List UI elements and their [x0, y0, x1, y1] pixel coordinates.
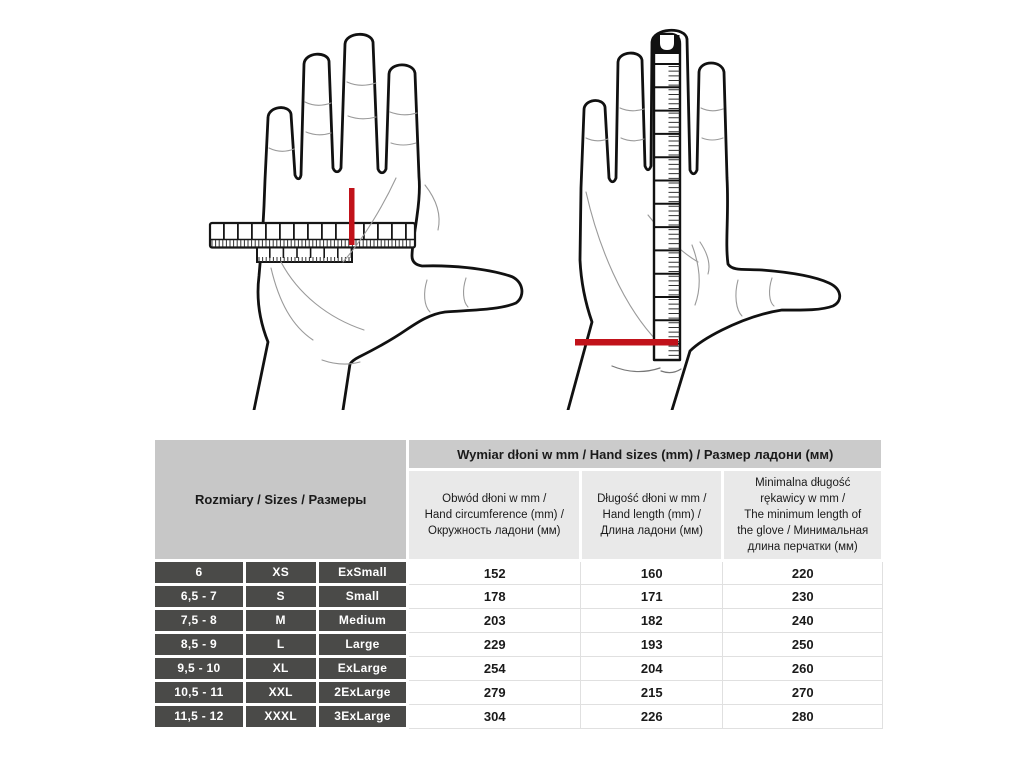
- size-number-cell: 6,5 - 7: [154, 585, 245, 609]
- hand-circumference-cell: 254: [408, 657, 581, 681]
- size-code-cell: L: [244, 633, 317, 657]
- hand-length-cell: 182: [581, 609, 723, 633]
- min-glove-length-cell: 280: [723, 705, 883, 729]
- header-row-1: [154, 439, 883, 470]
- size-code-cell: XS: [244, 561, 317, 585]
- size-row: [154, 681, 883, 705]
- size-code-cell: XXL: [244, 681, 317, 705]
- min-glove-length-cell: 260: [723, 657, 883, 681]
- hand-length-cell: 171: [581, 585, 723, 609]
- size-row: [154, 561, 883, 585]
- min-glove-length-cell: 250: [723, 633, 883, 657]
- hand-length-illustration: [540, 10, 880, 410]
- min-glove-length-column-header: Minimalna długość rękawicy w mm / The minimum length of the glove / Минимальная длина перчатки (мм): [723, 470, 883, 561]
- circumference-column-header: Obwód dłoni w mm / Hand circumference (mm) / Окружность ладони (мм): [408, 470, 581, 561]
- hand-circumference-cell: 152: [408, 561, 581, 585]
- size-code-cell: XXXL: [244, 705, 317, 729]
- hand-length-cell: 160: [581, 561, 723, 585]
- size-name-cell: ExSmall: [317, 561, 408, 585]
- hand-circumference-cell: 203: [408, 609, 581, 633]
- size-rows: [154, 561, 883, 729]
- size-row: [154, 705, 883, 729]
- hand-circumference-cell: 304: [408, 705, 581, 729]
- size-table: [152, 437, 884, 730]
- size-number-cell: 7,5 - 8: [154, 609, 245, 633]
- size-number-cell: 8,5 - 9: [154, 633, 245, 657]
- size-row: [154, 609, 883, 633]
- min-glove-length-cell: 220: [723, 561, 883, 585]
- hand-circumference-cell: 178: [408, 585, 581, 609]
- hand-length-cell: 193: [581, 633, 723, 657]
- hand-circumference-cell: 279: [408, 681, 581, 705]
- size-number-cell: 9,5 - 10: [154, 657, 245, 681]
- size-code-cell: M: [244, 609, 317, 633]
- min-glove-length-cell: 240: [723, 609, 883, 633]
- size-name-cell: 2ExLarge: [317, 681, 408, 705]
- ruler: [654, 34, 680, 360]
- size-code-cell: XL: [244, 657, 317, 681]
- hand-outline: [568, 30, 840, 410]
- size-name-cell: ExLarge: [317, 657, 408, 681]
- circumference-mark-line: [349, 188, 355, 245]
- hand-length-column-header: Długość dłoni w mm / Hand length (mm) / Длина ладони (мм): [581, 470, 723, 561]
- size-row: [154, 657, 883, 681]
- size-number-cell: 6: [154, 561, 245, 585]
- size-row: [154, 633, 883, 657]
- sizes-corner-header: Rozmiary / Sizes / Размеры: [154, 439, 408, 561]
- size-number-cell: 10,5 - 11: [154, 681, 245, 705]
- size-number-cell: 11,5 - 12: [154, 705, 245, 729]
- size-row: [154, 585, 883, 609]
- min-glove-length-cell: 230: [723, 585, 883, 609]
- length-mark-line: [575, 339, 678, 346]
- size-name-cell: Small: [317, 585, 408, 609]
- size-name-cell: 3ExLarge: [317, 705, 408, 729]
- hand-circumference-cell: 229: [408, 633, 581, 657]
- min-glove-length-cell: 270: [723, 681, 883, 705]
- hand-length-cell: 204: [581, 657, 723, 681]
- hand-circumference-illustration: [180, 10, 530, 410]
- size-code-cell: S: [244, 585, 317, 609]
- hand-length-cell: 215: [581, 681, 723, 705]
- hand-sizes-header: Wymiar dłoni w mm / Hand sizes (mm) / Размер ладони (мм): [408, 439, 883, 470]
- size-name-cell: Medium: [317, 609, 408, 633]
- size-name-cell: Large: [317, 633, 408, 657]
- hand-length-cell: 226: [581, 705, 723, 729]
